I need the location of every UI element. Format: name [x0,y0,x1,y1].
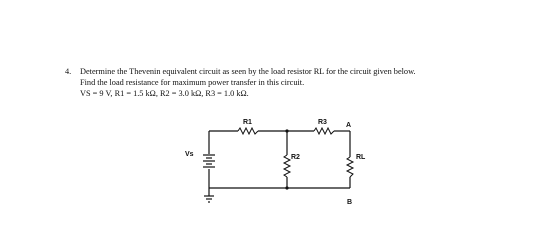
label-vs: Vs [185,151,194,158]
voltage-source-vs [203,155,215,167]
ground-icon [204,196,214,202]
circuit-wires [209,131,350,196]
junction-node-bottom [285,186,288,189]
label-r2: R2 [291,154,300,161]
resistor-rl [347,157,353,177]
label-terminal-a: A [346,122,352,129]
given-values-line: VS = 9 V, R1 = 1.5 kΩ, R2 = 3.0 kΩ, R3 = 1.0 kΩ. [80,89,249,98]
problem-statement-line-2: Find the load resistance for maximum power transfer in this circuit. [80,78,305,87]
resistor-r3 [314,128,334,134]
junction-node-top [285,129,288,132]
label-rl: RL [356,154,366,161]
label-terminal-b: B [347,199,353,206]
label-r1: R1 [243,119,252,126]
resistor-r1 [238,128,258,134]
resistor-r2 [284,155,290,177]
label-r3: R3 [318,119,327,126]
problem-number: 4. [65,67,72,76]
problem-statement-line-1: Determine the Thevenin equivalent circuit as seen by the load resistor RL for the circuit given below. [80,67,416,76]
